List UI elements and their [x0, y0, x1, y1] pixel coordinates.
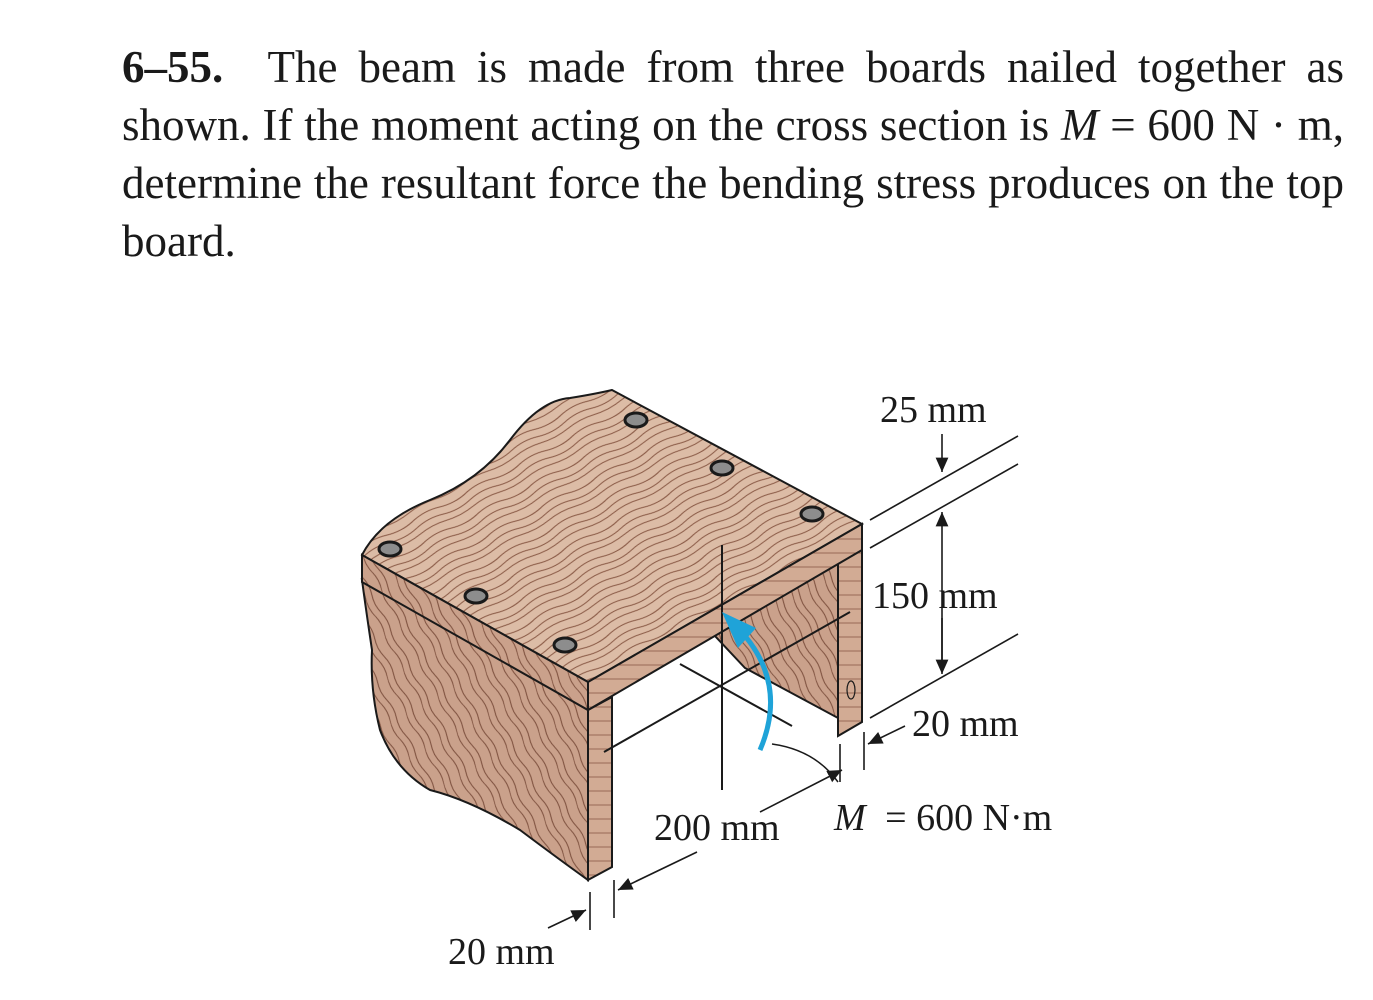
right-board-end [838, 536, 862, 736]
nail-icon [801, 507, 823, 521]
problem-number: 6–55. [122, 42, 224, 92]
problem-moment-variable: M [1060, 100, 1099, 150]
nail-icon [625, 413, 647, 427]
dim-left-thickness-label: 20 mm [448, 931, 555, 973]
nail-icon [465, 589, 487, 603]
dim-right-thickness-label: 20 mm [912, 703, 1019, 745]
left-board-end [588, 697, 612, 880]
nail-icon [379, 542, 401, 556]
moment-variable: M [834, 797, 866, 839]
nail-icon [711, 461, 733, 475]
nail-icon [554, 638, 576, 652]
dim-width-label: 200 mm [654, 807, 780, 849]
moment-label [833, 797, 1052, 839]
moment-value: = 600 N·m [885, 797, 1053, 839]
dim-web-height-label: 150 mm [872, 575, 998, 617]
problem-text-part2: = 600 N · m, determine the resultant force the bending stress produces on the top board. [122, 100, 1345, 266]
dim-top-thickness-label: 25 mm [880, 389, 987, 431]
problem-text-part1: The beam is made from three boards nailed together as shown. If the moment acting on the cross section is [122, 42, 1345, 150]
